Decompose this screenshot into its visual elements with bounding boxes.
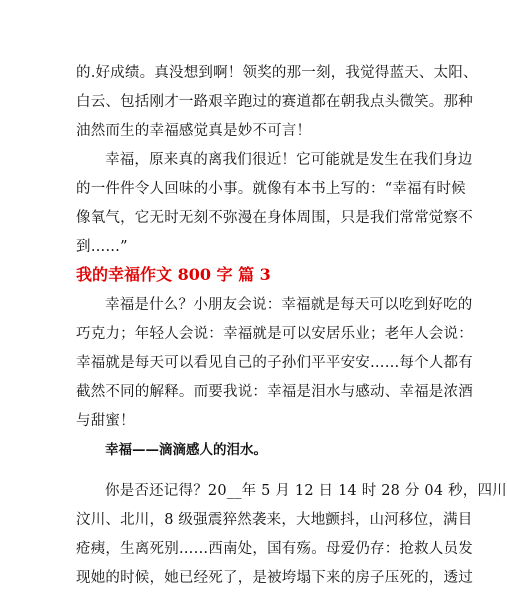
paragraph-2 <box>76 146 473 262</box>
section-subheading: 幸福——滴滴感人的泪水。 <box>105 442 267 458</box>
paragraph-4 <box>76 477 507 593</box>
text-line: 到……” <box>76 239 128 255</box>
text-line: 汶川、北川，8 级强震猝然袭来，大地颤抖，山河移位，满目 <box>76 512 473 528</box>
text-line: 与甜蜜！ <box>76 413 135 429</box>
text-line: 截然不同的解释。而要我说：幸福是泪水与感动、幸福是浓酒 <box>76 384 473 400</box>
text-line: 幸福是什么？小朋友会说：幸福就是每天可以吃到好吃的 <box>105 297 473 313</box>
text-line: 你是否还记得？20__年 5 月 12 日 14 时 28 分 04 秒，四川 <box>105 483 507 499</box>
text-line: 现她的时候，她已经死了，是被垮塌下来的房子压死的，透过 <box>76 570 473 586</box>
text-line: 白云、包括刚才一路艰辛跑过的赛道都在朝我点头微笑。那种 <box>76 94 473 110</box>
text-line: 的一件件令人回味的小事。就像有本书上写的：“幸福有时候 <box>76 181 466 197</box>
text-line: 油然而生的幸福感觉真是妙不可言！ <box>76 123 312 139</box>
paragraph-3 <box>76 291 473 436</box>
text-line: 的.好成绩。真没想到啊！领奖的那一刻，我觉得蓝天、太阳、 <box>76 65 478 81</box>
text-line: 幸福就是每天可以看见自己的子孙们平平安安……每个人都有 <box>76 355 473 371</box>
text-line: 疮痍，生离死别……西南处，国有殇。母爱仍存：抢救人员发 <box>76 541 473 557</box>
text-line: 巧克力；年轻人会说：幸福就是可以安居乐业；老年人会说： <box>76 326 473 342</box>
text-line: 幸福，原来真的离我们很近！它可能就是发生在我们身边 <box>105 152 473 168</box>
section-heading: 我的幸福作文 800 字 篇 3 <box>76 265 271 284</box>
paragraph-1 <box>76 59 478 146</box>
text-line: 像氧气，它无时无刻不弥漫在身体周围，只是我们常常觉察不 <box>76 210 473 226</box>
